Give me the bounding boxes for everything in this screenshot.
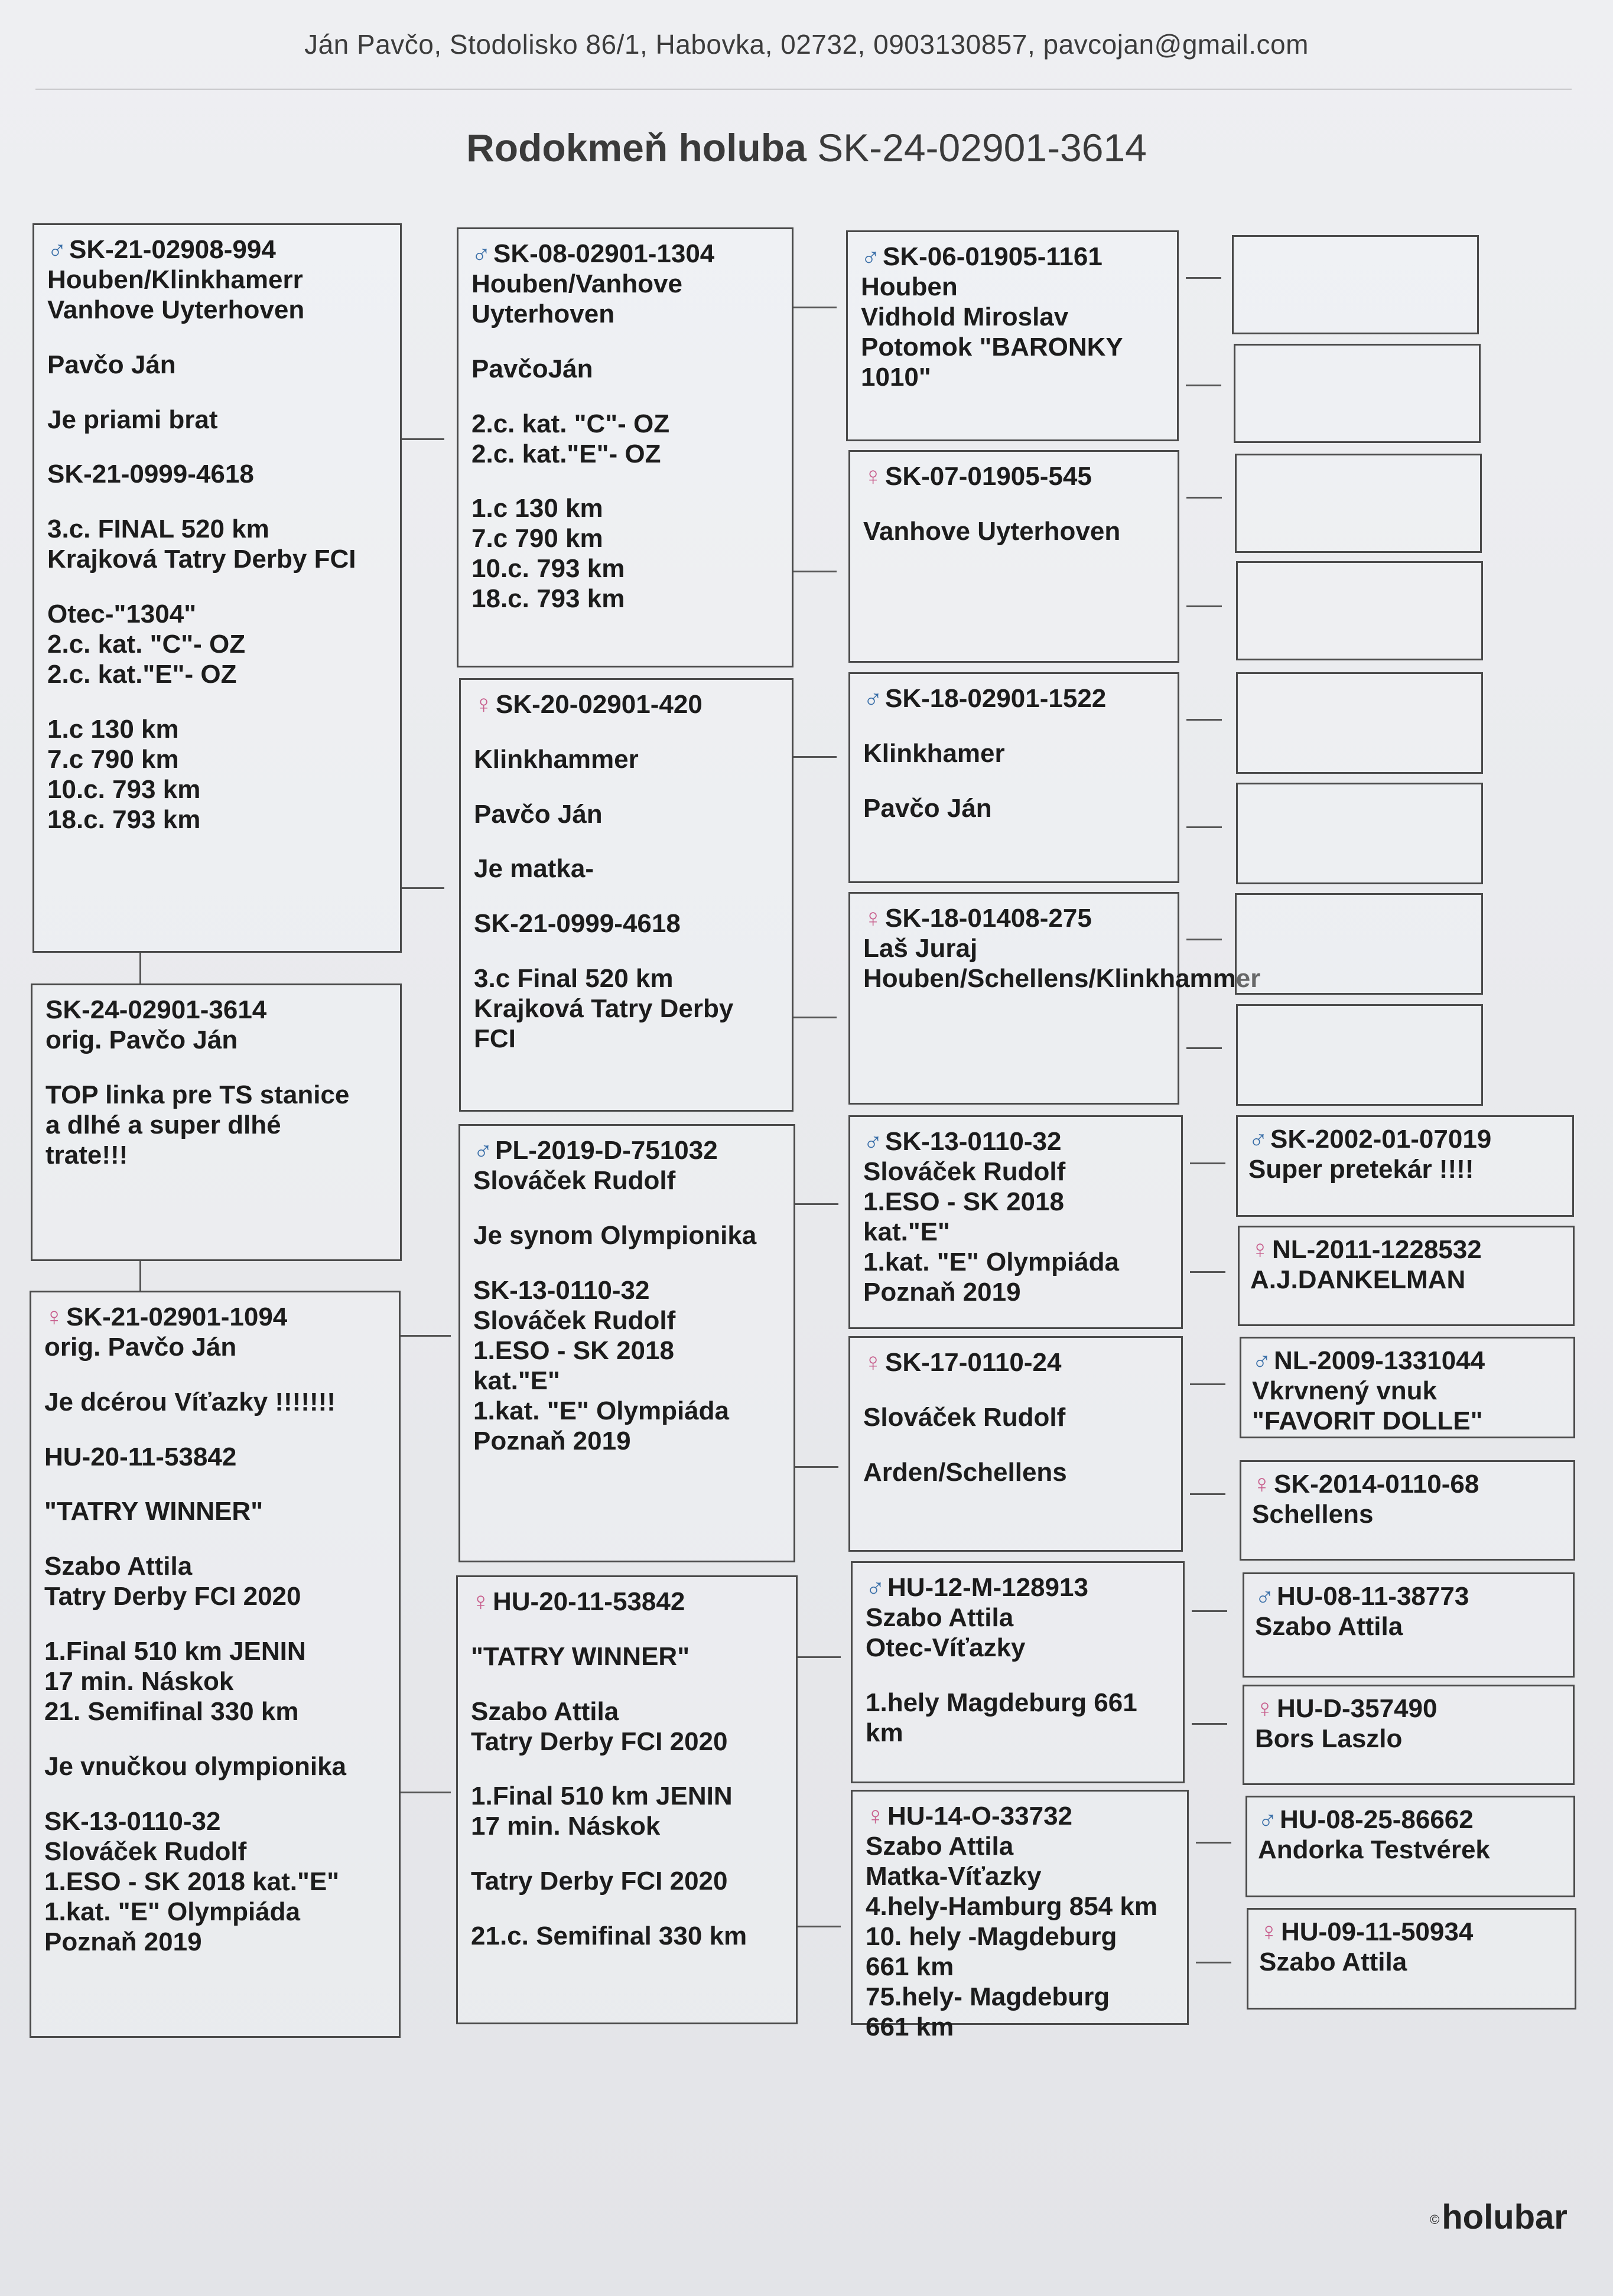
ring-number-text: SK-17-0110-24 — [885, 1348, 1062, 1377]
info-line: Houben — [861, 272, 958, 301]
tree-connector — [795, 1203, 838, 1205]
spacer — [44, 1782, 386, 1806]
female-symbol-icon: ♀ — [1252, 1470, 1271, 1499]
male-symbol-icon: ♂ — [1258, 1805, 1277, 1834]
male-symbol-icon: ♂ — [861, 242, 880, 271]
ring-number-text: HU-D-357490 — [1277, 1694, 1438, 1723]
ring-number-text: NL-2011-1228532 — [1272, 1235, 1482, 1264]
tree-connector — [1192, 1610, 1227, 1612]
great-granddam-card — [851, 1790, 1189, 2041]
info-line: Pavčo Ján — [47, 350, 176, 379]
info-line: Slováček Rudolf — [863, 1157, 1066, 1186]
tree-connector — [1186, 826, 1222, 828]
ring-number-text: HU-20-11-53842 — [493, 1587, 685, 1616]
info-line: Arden/Schellens — [863, 1457, 1067, 1487]
brand-name: holubar — [1442, 2198, 1568, 2236]
info-line: 1.kat. "E" Olympiáda — [44, 1897, 300, 1926]
male-symbol-icon: ♂ — [863, 684, 883, 713]
spacer — [863, 714, 1165, 738]
header-rule — [35, 89, 1572, 90]
info-line: 1.c 130 km — [471, 494, 603, 523]
great-granddam-card — [848, 450, 1179, 663]
spacer — [863, 491, 1165, 516]
info-line: Klinkhammer — [474, 744, 639, 774]
info-line: Otec-"1304" — [47, 599, 197, 628]
tree-connector — [1186, 605, 1222, 607]
gg-grandsire-card — [1245, 1796, 1575, 1897]
granddam-card — [459, 678, 794, 1112]
female-symbol-icon: ♀ — [474, 690, 493, 719]
info-line: 18.c. 793 km — [471, 584, 625, 614]
spacer — [47, 574, 387, 599]
info-line: Je dcérou Víťazky !!!!!!! — [44, 1387, 336, 1416]
gg-granddam-card — [1238, 1226, 1575, 1326]
info-line: Vidhold Miroslav — [861, 302, 1069, 331]
tree-connector — [794, 756, 837, 758]
ring-number — [1255, 1581, 1562, 1611]
info-line: 1.Final 510 km JENIN — [471, 1782, 733, 1811]
info-line: Pavčo Ján — [474, 799, 603, 829]
ring-number-text: HU-14-O-33732 — [887, 1802, 1073, 1831]
spacer — [863, 1377, 1168, 1402]
ring-number — [863, 903, 1165, 933]
info-line: Uyterhoven — [471, 299, 615, 328]
female-symbol-icon: ♀ — [1250, 1235, 1270, 1264]
info-line: 1.ESO - SK 2018 kat."E" — [44, 1867, 340, 1896]
spacer — [471, 469, 779, 494]
tree-connector — [1190, 1383, 1225, 1385]
female-symbol-icon: ♀ — [863, 904, 883, 933]
title-ring-id: SK-24-02901-3614 — [817, 126, 1147, 170]
info-line: Vanhove Uyterhoven — [47, 295, 305, 324]
ring-number — [1252, 1346, 1563, 1376]
spacer — [474, 774, 779, 799]
info-line: Laš Juraj — [863, 934, 978, 963]
info-line: km — [866, 1718, 903, 1747]
spacer — [863, 768, 1165, 793]
info-line: PavčoJán — [471, 354, 593, 383]
info-line: 661 km — [866, 2012, 954, 2041]
info-line: A.J.DANKELMAN — [1250, 1265, 1466, 1294]
female-symbol-icon: ♀ — [863, 1348, 883, 1377]
ring-number-text: SK-06-01905-1161 — [883, 242, 1103, 271]
ring-number-text: NL-2009-1331044 — [1274, 1346, 1485, 1375]
spacer — [47, 489, 387, 514]
ring-number-text: SK-07-01905-545 — [885, 462, 1092, 491]
tree-connector — [1186, 385, 1221, 386]
ring-number — [1248, 1124, 1562, 1154]
ring-number — [1255, 1693, 1562, 1724]
male-symbol-icon: ♂ — [866, 1573, 885, 1602]
info-line: Je synom Olympionika — [473, 1220, 757, 1250]
info-line: "TATRY WINNER" — [471, 1642, 690, 1671]
male-symbol-icon: ♂ — [1248, 1125, 1268, 1154]
spacer — [44, 1727, 386, 1751]
ring-number-text: SK-18-01408-275 — [885, 904, 1092, 933]
info-line: 10.c. 793 km — [471, 554, 625, 584]
info-line: Slováček Rudolf — [473, 1305, 676, 1335]
empty-ancestor-box — [1236, 1004, 1483, 1106]
spacer — [44, 1611, 386, 1636]
ring-number — [44, 1302, 386, 1332]
info-line: orig. Pavčo Ján — [45, 1025, 238, 1054]
info-line: kat."E" — [863, 1217, 950, 1246]
ring-number — [47, 235, 387, 265]
info-line: Szabo Attila — [866, 1832, 1014, 1861]
tree-connector — [1186, 1047, 1222, 1049]
spacer — [471, 1757, 783, 1782]
info-line: 1.ESO - SK 2018 — [473, 1336, 674, 1365]
spacer — [471, 1841, 783, 1866]
info-line: Houben/Klinkhamerr — [47, 265, 303, 294]
ring-number — [473, 1135, 781, 1165]
gg-granddam-card — [1247, 1908, 1576, 2010]
ring-number-text: HU-08-25-86662 — [1280, 1805, 1474, 1834]
great-grandsire-card — [851, 1561, 1185, 1783]
tree-connector — [139, 953, 141, 983]
info-line: 1.kat. "E" Olympiáda — [863, 1248, 1119, 1276]
spacer — [474, 829, 779, 854]
spacer — [44, 1362, 386, 1387]
info-line: 17 min. Náskok — [471, 1812, 661, 1841]
male-symbol-icon: ♂ — [471, 239, 491, 268]
info-line: HU-20-11-53842 — [44, 1442, 237, 1471]
gg-grandsire-card — [1236, 1115, 1574, 1217]
tree-connector — [794, 1017, 837, 1018]
great-granddam-card — [848, 892, 1261, 1105]
spacer — [471, 329, 779, 354]
spacer — [474, 719, 779, 744]
info-line: SK-13-0110-32 — [44, 1806, 221, 1836]
info-line: SK-13-0110-32 — [473, 1275, 650, 1305]
info-line: 1.Final 510 km JENIN — [44, 1636, 306, 1666]
ring-number-text: SK-21-02908-994 — [69, 235, 276, 264]
female-symbol-icon: ♀ — [1255, 1694, 1274, 1723]
info-line: 2.c. kat. "C"- OZ — [471, 409, 670, 438]
gg-grandsire-card — [1240, 1337, 1575, 1438]
tree-connector — [402, 438, 444, 440]
info-line: 75.hely- Magdeburg — [866, 1982, 1110, 2011]
empty-ancestor-box — [1236, 783, 1483, 884]
subject-card — [31, 983, 402, 1261]
info-line: "TATRY WINNER" — [44, 1497, 264, 1526]
info-line: Szabo Attila — [44, 1552, 193, 1581]
spacer — [471, 1617, 783, 1642]
info-line: Krajková Tatry Derby — [474, 994, 734, 1023]
info-line: Klinkhamer — [863, 738, 1005, 768]
ring-number-text: SK-13-0110-32 — [885, 1127, 1062, 1156]
female-symbol-icon: ♀ — [44, 1302, 64, 1331]
info-line: 3.c. FINAL 520 km — [47, 514, 269, 544]
male-symbol-icon: ♂ — [47, 235, 67, 264]
info-line: Vkrvnený vnuk — [1252, 1376, 1438, 1405]
info-line: SK-24-02901-3614 — [45, 995, 267, 1024]
ring-number — [1252, 1469, 1563, 1499]
info-line: Slováček Rudolf — [473, 1166, 676, 1195]
info-line: 2.c. kat. "C"- OZ — [47, 629, 246, 659]
ring-number-text: SK-2014-0110-68 — [1274, 1470, 1479, 1499]
ring-number-text: SK-20-02901-420 — [496, 690, 703, 719]
tree-connector — [1190, 1162, 1225, 1164]
male-symbol-icon: ♂ — [473, 1136, 493, 1165]
info-line: 1.kat. "E" Olympiáda — [473, 1396, 729, 1425]
info-line: Tatry Derby FCI 2020 — [44, 1582, 301, 1611]
info-line: Matka-Víťazky — [866, 1862, 1042, 1891]
tree-connector — [401, 1335, 451, 1337]
info-line: Schellens — [1252, 1500, 1374, 1529]
info-line: Tatry Derby FCI 2020 — [471, 1867, 728, 1896]
spacer — [863, 1432, 1168, 1457]
info-line: Poznaň 2019 — [44, 1927, 202, 1956]
info-line: Vanhove Uyterhoven — [863, 516, 1121, 546]
info-line: Bors Laszlo — [1255, 1724, 1403, 1753]
gg-granddam-card — [1243, 1685, 1575, 1785]
info-line: 3.c Final 520 km — [474, 963, 674, 993]
info-line: Houben/Vanhove — [471, 269, 682, 298]
spacer — [44, 1417, 386, 1442]
info-line: "FAVORIT DOLLE" — [1252, 1406, 1483, 1435]
ring-number-text: SK-2002-01-07019 — [1270, 1125, 1492, 1154]
spacer — [474, 939, 779, 963]
tree-connector — [798, 1656, 841, 1658]
tree-connector — [401, 1792, 451, 1793]
tree-connector — [1186, 277, 1221, 279]
info-line: kat."E" — [473, 1366, 560, 1395]
title-label: Rodokmeň holuba — [466, 126, 806, 170]
info-line: 10.c. 793 km — [47, 774, 201, 804]
spacer — [474, 884, 779, 908]
info-line: 2.c. kat."E"- OZ — [47, 659, 237, 689]
empty-ancestor-box — [1236, 561, 1483, 660]
info-line: 17 min. Náskok — [44, 1666, 234, 1696]
ring-number-text: SK-21-02901-1094 — [66, 1302, 288, 1331]
ring-number — [863, 683, 1165, 714]
empty-ancestor-box — [1234, 344, 1481, 443]
info-line: 1.c 130 km — [47, 714, 179, 744]
gg-grandsire-card — [1243, 1572, 1575, 1678]
tree-connector — [794, 571, 837, 572]
info-line: 21.c. Semifinal 330 km — [471, 1921, 747, 1950]
info-line: 10. hely -Magdeburg — [866, 1922, 1117, 1951]
tree-connector — [1190, 1493, 1225, 1495]
female-symbol-icon: ♀ — [866, 1802, 885, 1831]
granddam-card — [456, 1575, 798, 2024]
info-line: Szabo Attila — [1259, 1947, 1407, 1976]
info-line: 661 km — [866, 1952, 954, 1981]
female-symbol-icon: ♀ — [471, 1587, 490, 1616]
info-line: Slováček Rudolf — [44, 1836, 247, 1866]
info-line: FCI — [474, 1024, 516, 1053]
info-line: 7.c 790 km — [471, 524, 603, 553]
empty-ancestor-box — [1232, 235, 1479, 334]
ring-number — [863, 1126, 1168, 1157]
info-line: 1.ESO - SK 2018 — [863, 1187, 1064, 1216]
ring-number — [1259, 1917, 1564, 1947]
ring-number — [474, 689, 779, 719]
tree-connector — [1190, 1271, 1225, 1273]
female-symbol-icon: ♀ — [863, 462, 883, 491]
great-granddam-card — [848, 1336, 1183, 1552]
spacer — [471, 384, 779, 409]
ring-number — [863, 461, 1165, 491]
tree-connector — [798, 1926, 841, 1927]
info-line: TOP linka pre TS stanice — [45, 1080, 350, 1109]
tree-connector — [795, 1466, 838, 1468]
info-line: 7.c 790 km — [47, 744, 179, 774]
ring-number-text: PL-2019-D-751032 — [495, 1136, 718, 1165]
ring-number — [866, 1801, 1174, 1831]
ring-number-text: HU-08-11-38773 — [1277, 1582, 1469, 1611]
grandsire-card — [457, 227, 794, 667]
info-line: 21. Semifinal 330 km — [44, 1696, 299, 1726]
ring-number — [861, 242, 1164, 272]
spacer — [45, 1055, 387, 1080]
info-line: 4.hely-Hamburg 854 km — [866, 1892, 1157, 1921]
great-grandsire-card — [846, 230, 1179, 441]
tree-connector — [1196, 1842, 1231, 1844]
spacer — [47, 689, 387, 714]
ring-number — [866, 1572, 1170, 1603]
ring-number — [863, 1347, 1168, 1377]
info-line: Szabo Attila — [471, 1696, 619, 1726]
info-line: 18.c. 793 km — [47, 805, 201, 834]
spacer — [866, 1663, 1170, 1688]
empty-ancestor-box — [1235, 893, 1483, 995]
info-line: Slováček Rudolf — [863, 1402, 1066, 1432]
ring-number-text: SK-08-02901-1304 — [493, 239, 715, 268]
info-line: 1010" — [861, 363, 931, 392]
male-symbol-icon: ♂ — [863, 1127, 883, 1156]
spacer — [471, 1896, 783, 1921]
tree-connector — [794, 307, 837, 308]
dam-card — [30, 1291, 401, 2038]
ring-number — [1250, 1235, 1562, 1265]
spacer — [473, 1250, 781, 1275]
female-symbol-icon: ♀ — [1259, 1917, 1279, 1946]
info-line: Potomok "BARONKY — [861, 333, 1123, 362]
sire-card — [32, 223, 402, 953]
spacer — [47, 435, 387, 460]
great-grandsire-card — [848, 672, 1179, 883]
copyright-icon: © — [1430, 2212, 1440, 2227]
spacer — [471, 1672, 783, 1696]
info-line: Je priami brat — [47, 405, 218, 434]
holubar-logo — [1430, 2197, 1568, 2237]
ring-number — [471, 1587, 783, 1617]
spacer — [473, 1196, 781, 1220]
ring-number-text: SK-18-02901-1522 — [885, 684, 1107, 713]
info-line: Szabo Attila — [866, 1603, 1014, 1632]
spacer — [44, 1472, 386, 1497]
info-line: orig. Pavčo Ján — [44, 1333, 237, 1362]
breeder-contact: Ján Pavčo, Stodolisko 86/1, Habovka, 02732, 0903130857, pavcojan@gmail.com — [304, 29, 1309, 60]
info-line: Houben/Schellens/Klinkhammer — [863, 964, 1261, 993]
tree-connector — [1192, 1723, 1227, 1725]
empty-ancestor-box — [1236, 672, 1483, 774]
tree-connector — [1186, 939, 1222, 940]
tree-connector — [402, 887, 444, 889]
spacer — [47, 325, 387, 350]
info-line: Andorka Testvérek — [1258, 1835, 1490, 1864]
ring-number — [471, 239, 779, 269]
info-line: Je matka- — [474, 854, 594, 884]
info-line: a dlhé a super dlhé — [45, 1110, 281, 1139]
gg-granddam-card — [1240, 1460, 1575, 1561]
tree-connector — [1186, 719, 1222, 721]
page-title — [0, 125, 1613, 170]
ring-number-text: HU-12-M-128913 — [887, 1573, 1088, 1602]
male-symbol-icon: ♂ — [1255, 1582, 1274, 1611]
info-line: SK-21-0999-4618 — [47, 460, 254, 489]
info-line: 1.hely Magdeburg 661 — [866, 1688, 1137, 1717]
info-line: Szabo Attila — [1255, 1612, 1403, 1641]
empty-ancestor-box — [1235, 454, 1482, 553]
info-line: Poznaň 2019 — [863, 1278, 1021, 1307]
tree-connector — [1186, 497, 1222, 499]
tree-connector — [139, 1261, 141, 1291]
info-line: Super pretekár !!!! — [1248, 1155, 1474, 1184]
info-line: Krajková Tatry Derby FCI — [47, 545, 356, 574]
info-line: trate!!! — [45, 1140, 128, 1170]
spacer — [44, 1526, 386, 1551]
spacer — [47, 380, 387, 405]
info-line: 2.c. kat."E"- OZ — [471, 439, 661, 468]
info-line: Tatry Derby FCI 2020 — [471, 1727, 728, 1756]
tree-connector — [1196, 1962, 1231, 1963]
ring-number — [1258, 1805, 1563, 1835]
grandsire-card — [458, 1124, 795, 1562]
ring-number-text: HU-09-11-50934 — [1281, 1917, 1474, 1946]
info-line: Pavčo Ján — [863, 793, 992, 823]
male-symbol-icon: ♂ — [1252, 1346, 1271, 1375]
info-line: Je vnučkou olympionika — [44, 1751, 347, 1781]
great-grandsire-card — [848, 1115, 1183, 1329]
info-line: Poznaň 2019 — [473, 1426, 631, 1455]
info-line: Otec-Víťazky — [866, 1633, 1026, 1662]
info-line: SK-21-0999-4618 — [474, 909, 681, 939]
